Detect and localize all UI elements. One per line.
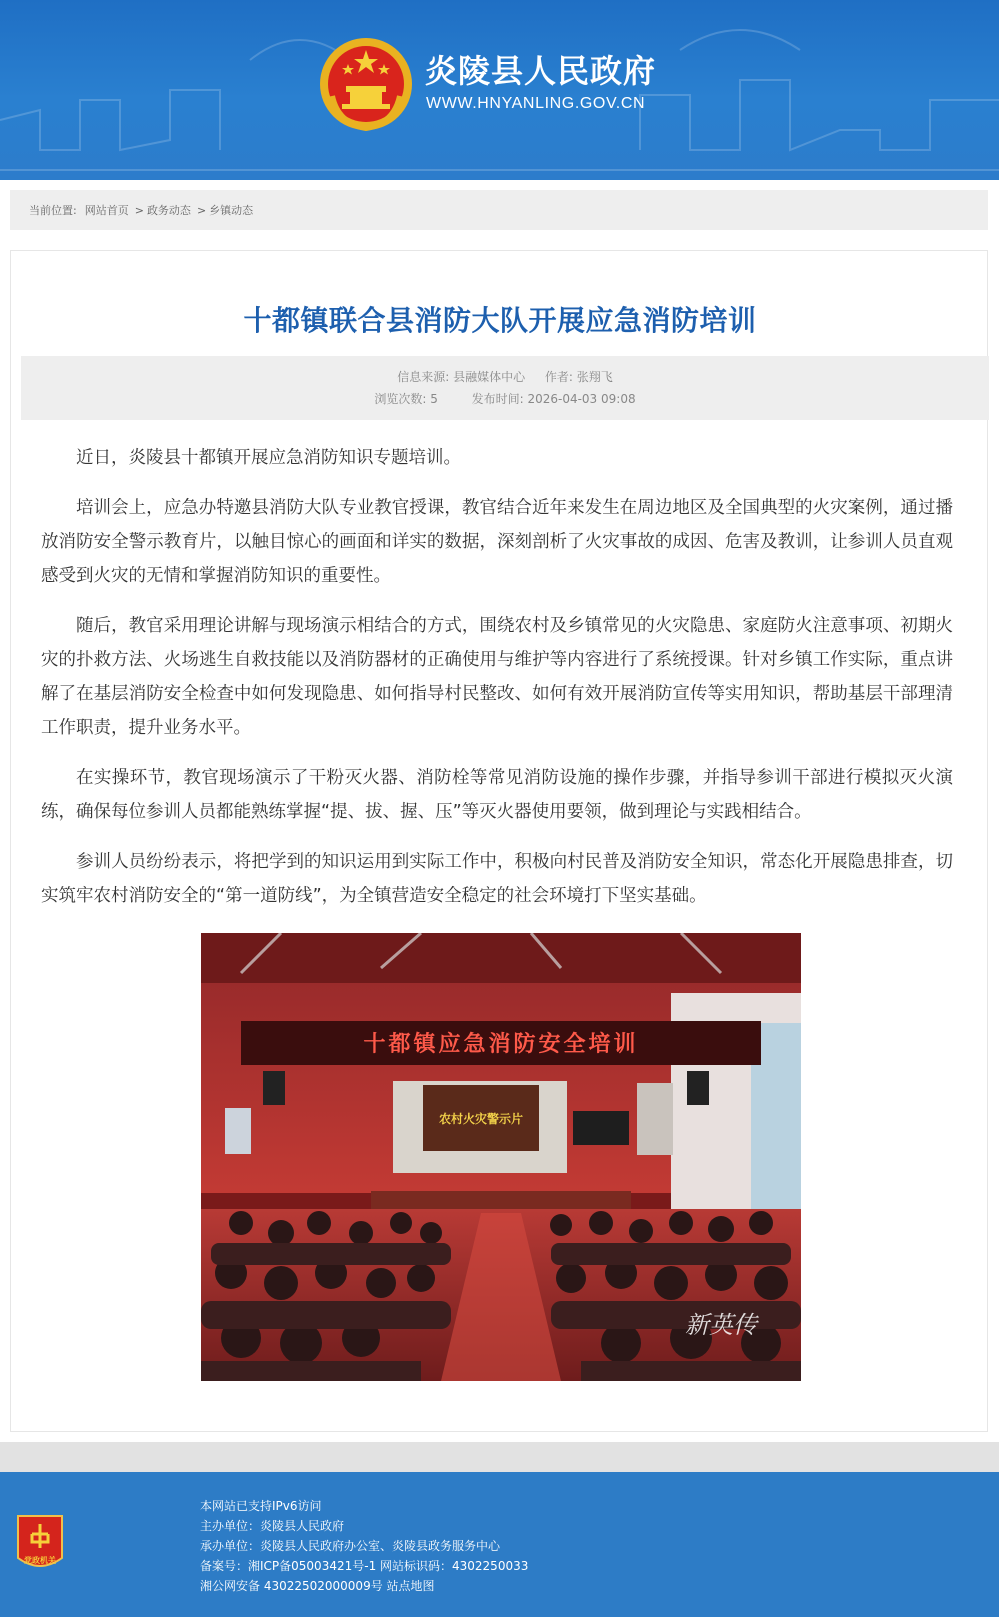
article-paragraph: 近日，炎陵县十都镇开展应急消防知识专题培训。 — [76, 448, 461, 468]
meta-time: 2026-04-03 09:08 — [527, 392, 636, 406]
breadcrumb-label: 当前位置: — [29, 204, 77, 217]
article-paragraph: 随后，教官采用理论讲解与现场演示相结合的方式，围绕农村及乡镇常见的火灾隐患、家庭防火注意事项、初期火灾的扑救方法、火场逃生自救技能以及消防器材的正确使用与维护等内容进行了系统授课。针对乡镇工作实际，重点讲解了在基层消防安全检查中如何发现隐患、如何指导村民整改、如何有效开展消防宣传等实用知识，帮助基层干部理清工作职责，提升业务水平。 — [41, 616, 953, 738]
training-room-photo — [201, 933, 801, 1381]
article-paragraph: 参训人员纷纷表示，将把学到的知识运用到实际工作中，积极向村民普及消防安全知识，常态化开展隐患排查，切实筑牢农村消防安全的“第一道防线”，为全镇营造安全稳定的社会环境打下坚实基础。 — [41, 852, 953, 906]
site-name[interactable]: 炎陵县人民政府 — [425, 52, 657, 90]
meta-author: 张翔飞 — [576, 370, 613, 384]
footer-line-organizer: 承办单位：炎陵县人民政府办公室、炎陵县政务服务中心 — [200, 1539, 501, 1553]
footer-line-icp[interactable]: 备案号：湘ICP备05003421号-1 网站标识码：4302250033 — [200, 1559, 529, 1573]
meta-time-label: 发布时间: — [471, 392, 524, 406]
breadcrumb-news-link[interactable]: 政务动态 — [146, 204, 191, 217]
footer-line-host: 主办单位：炎陵县人民政府 — [200, 1519, 345, 1533]
footer-line-police-sitemap[interactable]: 湘公网安备 43022502000009号 站点地图 — [200, 1579, 435, 1593]
article-container — [10, 250, 988, 1432]
site-footer — [0, 1472, 999, 1617]
photo-watermark: 新英传 — [685, 1311, 757, 1339]
footer-info — [200, 1496, 528, 1596]
meta-author-label: 作者: — [544, 370, 573, 384]
meta-source-label: 信息来源: — [397, 370, 450, 384]
party-government-badge-icon[interactable] — [14, 1512, 66, 1574]
meta-views: 5 — [430, 392, 438, 406]
article-title: 十都镇联合县消防大队开展应急消防培训 — [243, 304, 757, 337]
article-body — [41, 441, 953, 929]
badge-text: 党政机关 — [24, 1556, 56, 1565]
article-meta — [21, 356, 989, 420]
photo-screen-text: 农村火灾警示片 — [438, 1112, 524, 1126]
footer-line-ipv6: 本网站已支持IPv6访问 — [200, 1499, 322, 1513]
site-header — [0, 0, 999, 180]
photo-banner-text: 十都镇应急消防安全培训 — [363, 1032, 639, 1057]
article-paragraph: 培训会上，应急办特邀县消防大队专业教官授课，教官结合近年来发生在周边地区及全国典型的火灾案例，通过播放消防安全警示教育片，以触目惊心的画面和详实的数据，深刻剖析了火灾事故的成因、危害及教训，让参训人员直观感受到火灾的无情和掌握消防知识的重要性。 — [41, 498, 953, 586]
breadcrumb-home-link[interactable]: 网站首页 — [84, 204, 129, 217]
breadcrumb-town-news-link[interactable]: 乡镇动态 — [209, 204, 254, 217]
article-paragraph: 在实操环节，教官现场演示了干粉灭火器、消防栓等常见消防设施的操作步骤，并指导参训干部进行模拟灭火演练，确保每位参训人员都能熟练掌握“提、拔、握、压”等灭火器使用要领，做到理论与实践相结合。 — [41, 768, 953, 822]
breadcrumb-separator: > — [134, 203, 144, 217]
article-photo — [201, 933, 801, 1381]
breadcrumb-separator: > — [196, 203, 207, 217]
meta-source: 县融媒体中心 — [453, 370, 526, 384]
breadcrumb — [10, 190, 988, 230]
footer-divider — [0, 1442, 999, 1472]
meta-views-label: 浏览次数: — [374, 392, 427, 406]
national-emblem-icon — [318, 36, 414, 132]
site-url[interactable]: WWW.HNYANLING.GOV.CN — [426, 95, 646, 112]
